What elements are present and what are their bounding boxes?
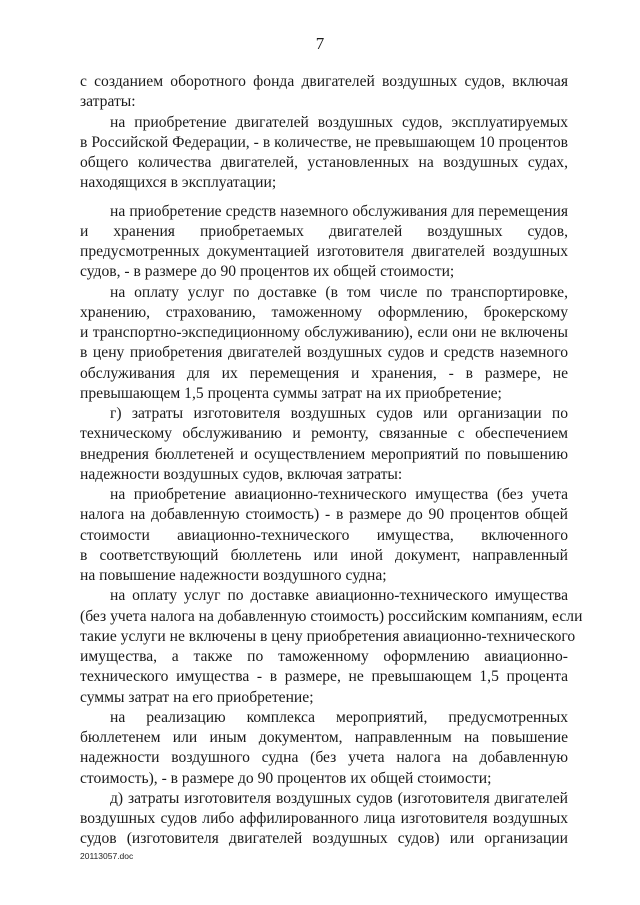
- text-line: на приобретение авиационно-технического имущества (без учета: [110, 486, 568, 503]
- text-line: д) затраты изготовителя воздушных судов (изготовителя двигателей: [110, 789, 568, 807]
- text-line: суммы затрат на его приобретение;: [80, 688, 314, 706]
- text-line: затраты:: [80, 93, 136, 111]
- text-line: на оплату услуг по доставке (в том числе по транспортировке,: [110, 283, 568, 301]
- text-line: на повышение надежности воздушного судна;: [80, 567, 387, 584]
- text-line: стоимости авиационно-технического имущества, включенного: [80, 526, 568, 544]
- text-line: в Российской Федерации, - в количестве, не превышающем 10 процентов: [80, 133, 568, 151]
- text-line: внедрения бюллетеней и осуществлением мероприятий по повышению: [80, 445, 568, 463]
- text-line: и транспортно-экспедиционному обслуживанию), если они не включены: [80, 324, 568, 341]
- text-line: налога на добавленную стоимость) - в размере до 90 процентов общей: [80, 506, 568, 524]
- text-line: в цену приобретения двигателей воздушных судов и средств наземного: [80, 344, 568, 362]
- text-line: техническому обслуживанию и ремонту, связанные с обеспечением: [80, 425, 568, 443]
- text-line: на реализацию комплекса мероприятий, предусмотренных: [110, 708, 568, 726]
- text-line: технического имущества - в размере, не превышающем 1,5 процента: [80, 668, 568, 686]
- page-number: 7: [315, 34, 325, 53]
- document-body: [80, 72, 583, 850]
- text-line: бюллетенем или иным документом, направленным на повышение: [80, 729, 568, 746]
- text-line: (без учета налога на добавленную стоимость) российским компаниям, если: [80, 607, 583, 625]
- text-line: судов (изготовителя двигателей воздушных судов) или организации: [80, 830, 568, 848]
- text-line: г) затраты изготовителя воздушных судов или организации по: [110, 405, 568, 422]
- text-line: надежности воздушных судов, включая затраты:: [80, 465, 403, 483]
- text-line: надежности воздушного судна (без учета налога на добавленную: [80, 749, 568, 767]
- text-line: находящихся в эксплуатации;: [80, 174, 277, 192]
- text-line: судов, - в размере до 90 процентов их общей стоимости;: [80, 263, 455, 281]
- text-line: предусмотренных документацией изготовителя двигателей воздушных: [80, 243, 568, 260]
- text-line: на приобретение средств наземного обслуживания для перемещения: [110, 202, 568, 220]
- text-line: на оплату услуг по доставке авиационно-технического имущества: [110, 587, 568, 605]
- text-line: стоимость), - в размере до 90 процентов их общей стоимости;: [80, 769, 492, 787]
- text-line: такие услуги не включены в цену приобретения авиационно-технического: [80, 627, 576, 645]
- text-line: хранению, страхованию, таможенному оформлению, брокерскому: [80, 303, 568, 321]
- text-line: обслуживания для их перемещения и хранения, - в размере, не: [80, 364, 568, 382]
- text-line: и хранения приобретаемых двигателей воздушных судов,: [80, 222, 568, 240]
- text-line: воздушных судов либо аффилированного лица изготовителя воздушных: [80, 810, 568, 827]
- text-line: в соответствующий бюллетень или иной документ, направленный: [80, 546, 568, 564]
- text-line: имущества, а также по таможенному оформлению авиационно-: [80, 648, 568, 665]
- text-line: общего количества двигателей, установленных на воздушных судах,: [80, 154, 568, 171]
- text-line: превышающем 1,5 процента суммы затрат на их приобретение;: [80, 384, 502, 402]
- text-line: на приобретение двигателей воздушных судов, эксплуатируемых: [110, 113, 568, 131]
- text-line: с созданием оборотного фонда двигателей воздушных судов, включая: [80, 73, 568, 90]
- footer-filename: 20113057.doc: [80, 851, 134, 861]
